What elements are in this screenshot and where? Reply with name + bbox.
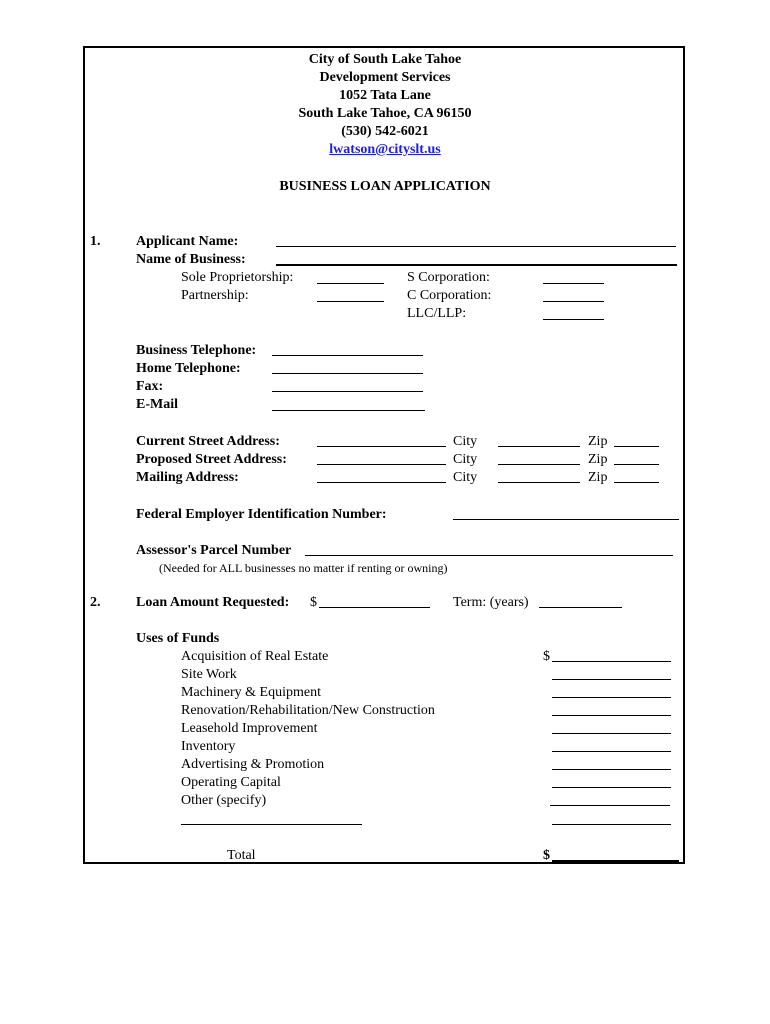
partnership-field[interactable] <box>317 301 384 302</box>
llc-llp-field[interactable] <box>543 319 604 320</box>
use-acquisition-field[interactable] <box>552 661 671 662</box>
mailing-zip-field[interactable] <box>614 482 659 483</box>
use-site-work-label: Site Work <box>181 667 237 682</box>
home-telephone-label: Home Telephone: <box>136 361 241 376</box>
proposed-zip-label: Zip <box>588 452 608 467</box>
uses-of-funds-title: Uses of Funds <box>136 631 220 646</box>
other-specify-field[interactable] <box>181 824 362 825</box>
use-operating-capital-field[interactable] <box>552 787 671 788</box>
use-site-work-field[interactable] <box>552 679 671 680</box>
current-address-field[interactable] <box>317 446 446 447</box>
applicant-name-field[interactable] <box>276 246 676 247</box>
use-other-field[interactable] <box>550 805 670 806</box>
form-title: BUSINESS LOAN APPLICATION <box>279 179 491 194</box>
org-name: City of South Lake Tahoe <box>308 52 462 67</box>
mailing-address-label: Mailing Address: <box>136 470 239 485</box>
use-advertising-label: Advertising & Promotion <box>181 757 325 772</box>
term-field[interactable] <box>539 607 622 608</box>
business-name-label: Name of Business: <box>136 252 246 267</box>
business-name-field[interactable] <box>276 264 677 266</box>
business-telephone-field[interactable] <box>272 355 423 356</box>
applicant-name-label: Applicant Name: <box>136 234 239 249</box>
mailing-zip-label: Zip <box>588 470 608 485</box>
proposed-city-field[interactable] <box>498 464 580 465</box>
email-field[interactable] <box>272 410 425 411</box>
proposed-city-label: City <box>453 452 478 467</box>
use-renovation-field[interactable] <box>552 715 671 716</box>
use-renovation-label: Renovation/Rehabilitation/New Construction <box>181 703 435 718</box>
partnership-label: Partnership: <box>181 288 249 303</box>
use-leasehold-label: Leasehold Improvement <box>181 721 318 736</box>
use-machinery-field[interactable] <box>552 697 671 698</box>
parcel-number-label: Assessor's Parcel Number <box>136 543 292 558</box>
loan-amount-dollar-sign: $ <box>310 595 317 610</box>
s-corporation-label: S Corporation: <box>407 270 490 285</box>
loan-amount-label: Loan Amount Requested: <box>136 595 290 610</box>
sole-proprietorship-label: Sole Proprietorship: <box>181 270 294 285</box>
use-dollar-sign: $ <box>543 649 550 664</box>
term-label: Term: (years) <box>453 595 529 610</box>
sole-proprietorship-field[interactable] <box>317 283 384 284</box>
mailing-address-field[interactable] <box>317 482 446 483</box>
business-telephone-label: Business Telephone: <box>136 343 257 358</box>
fein-label: Federal Employer Identification Number: <box>136 507 387 522</box>
use-operating-capital-label: Operating Capital <box>181 775 281 790</box>
llc-llp-label: LLC/LLP: <box>407 306 467 321</box>
other-specify-amount-field[interactable] <box>552 824 671 825</box>
proposed-address-label: Proposed Street Address: <box>136 452 287 467</box>
street-address: 1052 Tata Lane <box>339 88 431 103</box>
total-field[interactable] <box>552 860 679 862</box>
loan-amount-field[interactable] <box>319 607 430 608</box>
current-address-label: Current Street Address: <box>136 434 280 449</box>
email-link[interactable]: lwatson@cityslt.us <box>329 142 441 157</box>
use-inventory-label: Inventory <box>181 739 236 754</box>
c-corporation-field[interactable] <box>543 301 604 302</box>
total-dollar-sign: $ <box>543 848 550 863</box>
current-zip-label: Zip <box>588 434 608 449</box>
fax-label: Fax: <box>136 379 164 394</box>
mailing-city-label: City <box>453 470 478 485</box>
use-leasehold-field[interactable] <box>552 733 671 734</box>
fax-field[interactable] <box>272 391 423 392</box>
use-machinery-label: Machinery & Equipment <box>181 685 321 700</box>
use-other-label: Other (specify) <box>181 793 267 808</box>
email-label: E-Mail <box>136 397 178 412</box>
department: Development Services <box>319 70 451 85</box>
parcel-number-field[interactable] <box>305 555 673 556</box>
use-inventory-field[interactable] <box>552 751 671 752</box>
total-label: Total <box>227 848 256 863</box>
phone-number: (530) 542-6021 <box>341 124 429 139</box>
section-1-number: 1. <box>90 234 101 249</box>
current-city-field[interactable] <box>498 446 580 447</box>
current-zip-field[interactable] <box>614 446 659 447</box>
proposed-zip-field[interactable] <box>614 464 659 465</box>
use-advertising-field[interactable] <box>552 769 671 770</box>
c-corporation-label: C Corporation: <box>407 288 492 303</box>
city-state-zip: South Lake Tahoe, CA 96150 <box>298 106 472 121</box>
use-acquisition-label: Acquisition of Real Estate <box>181 649 329 664</box>
fein-field[interactable] <box>453 519 679 520</box>
s-corporation-field[interactable] <box>543 283 604 284</box>
section-2-number: 2. <box>90 595 101 610</box>
current-city-label: City <box>453 434 478 449</box>
home-telephone-field[interactable] <box>272 373 423 374</box>
mailing-city-field[interactable] <box>498 482 580 483</box>
parcel-note: (Needed for ALL businesses no matter if renting or owning) <box>159 561 448 575</box>
proposed-address-field[interactable] <box>317 464 446 465</box>
